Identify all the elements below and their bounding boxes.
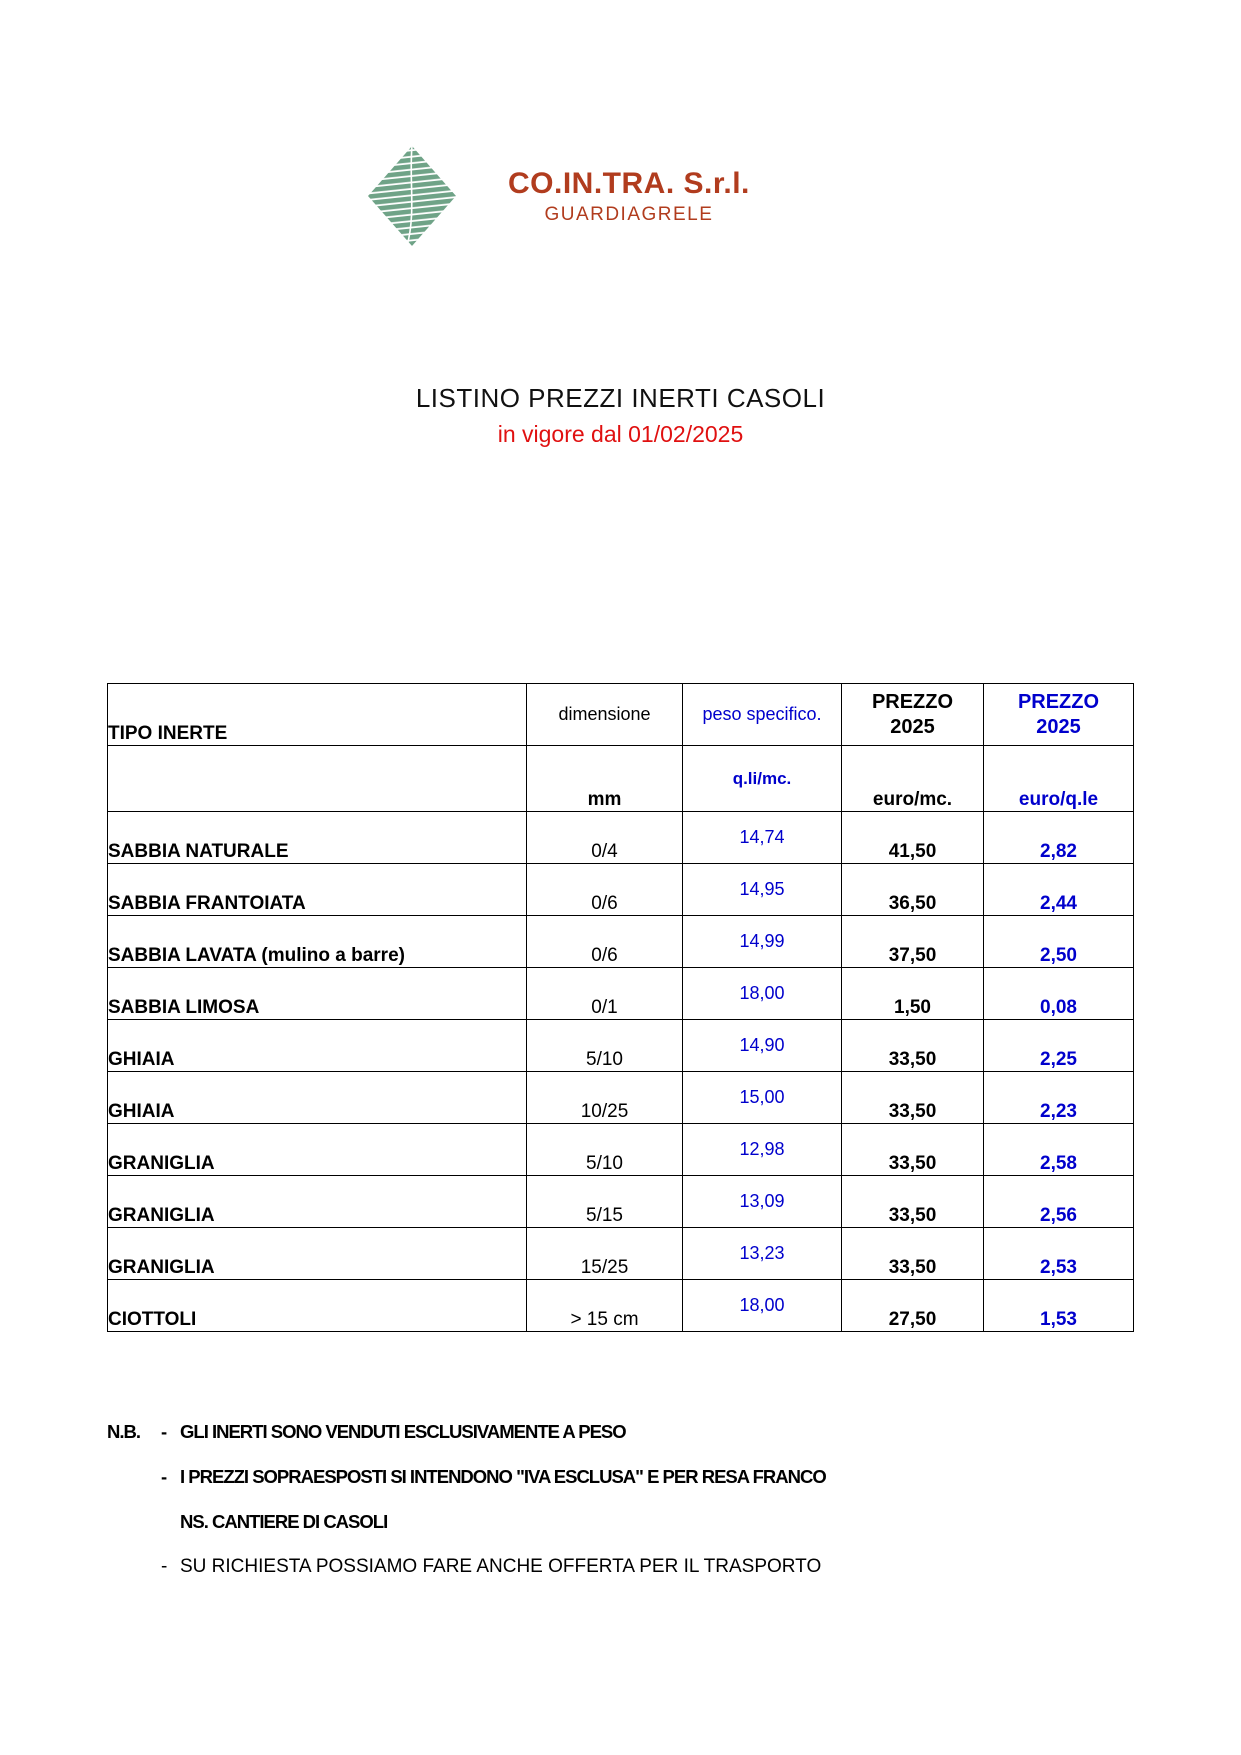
note-bullet: - <box>161 1556 168 1577</box>
cell-prezzo-euro-mc: 33,50 <box>842 1228 984 1280</box>
cell-tipo-inerte: SABBIA NATURALE <box>108 812 527 864</box>
cell-prezzo-euro-qle: 2,53 <box>984 1228 1134 1280</box>
cell-dimensione: 5/15 <box>527 1176 683 1228</box>
prezzo-mc-line2: 2025 <box>890 715 935 738</box>
note-line <box>107 1420 1007 1444</box>
note-text: I PREZZI SOPRAESPOSTI SI INTENDONO "IVA ESCLUSA" E PER RESA FRANCO <box>180 1466 826 1487</box>
cell-prezzo-euro-mc: 36,50 <box>842 864 984 916</box>
note-text: NS. CANTIERE DI CASOLI <box>180 1511 388 1532</box>
cell-tipo-inerte: SABBIA LIMOSA <box>108 968 527 1020</box>
unit-euro-mc: euro/mc. <box>842 746 984 812</box>
note-prefix <box>107 1555 161 1579</box>
cell-dimensione: 0/1 <box>527 968 683 1020</box>
note-text: SU RICHIESTA POSSIAMO FARE ANCHE OFFERTA PER IL TRASPORTO <box>180 1556 822 1577</box>
cell-prezzo-euro-mc: 33,50 <box>842 1176 984 1228</box>
cell-prezzo-euro-qle: 2,56 <box>984 1176 1134 1228</box>
note-line <box>107 1465 1007 1489</box>
cell-tipo-inerte: GRANIGLIA <box>108 1228 527 1280</box>
cell-prezzo-euro-mc: 27,50 <box>842 1280 984 1332</box>
note-prefix: N.B. <box>107 1421 140 1442</box>
cell-tipo-inerte: SABBIA LAVATA (mulino a barre) <box>108 916 527 968</box>
cell-prezzo-euro-mc: 33,50 <box>842 1072 984 1124</box>
table-row <box>108 968 1134 1020</box>
cell-tipo-inerte: GHIAIA <box>108 1020 527 1072</box>
cell-peso-specifico: 14,99 <box>683 916 842 968</box>
note-prefix <box>107 1465 161 1489</box>
table-header-row <box>108 684 1134 746</box>
cell-prezzo-euro-mc: 33,50 <box>842 1020 984 1072</box>
cell-prezzo-euro-qle: 2,82 <box>984 812 1134 864</box>
cell-prezzo-euro-qle: 0,08 <box>984 968 1134 1020</box>
cell-tipo-inerte: GRANIGLIA <box>108 1124 527 1176</box>
prezzo-qle-line2: 2025 <box>1036 715 1081 738</box>
prezzo-qle-line1: PREZZO <box>1017 690 1100 713</box>
title-block <box>0 383 1241 448</box>
cell-dimensione: 5/10 <box>527 1124 683 1176</box>
cell-dimensione: 10/25 <box>527 1072 683 1124</box>
company-name: CO.IN.TRA. S.r.l. <box>508 166 750 200</box>
column-header-tipo-inerte: TIPO INERTE <box>108 684 527 746</box>
cell-dimensione: 0/4 <box>527 812 683 864</box>
cell-dimensione: 0/6 <box>527 916 683 968</box>
unit-euro-qle: euro/q.le <box>984 746 1134 812</box>
table-row <box>108 1020 1134 1072</box>
price-table <box>107 683 1134 1332</box>
note-bullet: - <box>161 1421 167 1442</box>
table-row <box>108 864 1134 916</box>
cell-dimensione: 5/10 <box>527 1020 683 1072</box>
cell-tipo-inerte: SABBIA FRANTOIATA <box>108 864 527 916</box>
cell-peso-specifico: 18,00 <box>683 968 842 1020</box>
cell-dimensione: > 15 cm <box>527 1280 683 1332</box>
cell-tipo-inerte: GRANIGLIA <box>108 1176 527 1228</box>
cell-peso-specifico: 14,74 <box>683 812 842 864</box>
company-logo-icon <box>366 145 458 247</box>
note-line <box>107 1555 1007 1579</box>
cell-dimensione: 0/6 <box>527 864 683 916</box>
cell-prezzo-euro-qle: 2,44 <box>984 864 1134 916</box>
cell-tipo-inerte: GHIAIA <box>108 1072 527 1124</box>
table-row <box>108 1072 1134 1124</box>
cell-peso-specifico: 13,09 <box>683 1176 842 1228</box>
cell-prezzo-euro-qle: 2,58 <box>984 1124 1134 1176</box>
note-bullet: - <box>161 1466 167 1487</box>
column-header-dimensione: dimensione <box>527 684 683 746</box>
table-units-row <box>108 746 1134 812</box>
unit-qli-mc: q.li/mc. <box>683 746 842 812</box>
prezzo-mc-line1: PREZZO <box>871 690 954 713</box>
cell-prezzo-euro-qle: 2,23 <box>984 1072 1134 1124</box>
company-name-block <box>508 167 750 226</box>
cell-prezzo-euro-mc: 33,50 <box>842 1124 984 1176</box>
cell-tipo-inerte: CIOTTOLI <box>108 1280 527 1332</box>
cell-prezzo-euro-qle: 1,53 <box>984 1280 1134 1332</box>
cell-dimensione: 15/25 <box>527 1228 683 1280</box>
cell-prezzo-euro-mc: 41,50 <box>842 812 984 864</box>
table-row <box>108 916 1134 968</box>
cell-peso-specifico: 18,00 <box>683 1280 842 1332</box>
unit-mm: mm <box>527 746 683 812</box>
table-row <box>108 812 1134 864</box>
note-prefix <box>107 1510 161 1534</box>
cell-prezzo-euro-mc: 37,50 <box>842 916 984 968</box>
table-row <box>108 1176 1134 1228</box>
note-line <box>107 1510 1007 1534</box>
cell-peso-specifico: 13,23 <box>683 1228 842 1280</box>
column-header-peso-specifico: peso specifico. <box>683 684 842 746</box>
page-title: LISTINO PREZZI INERTI CASOLI <box>415 383 826 413</box>
units-empty-cell <box>108 746 527 812</box>
column-header-prezzo-mc <box>842 684 984 746</box>
validity-date: in vigore dal 01/02/2025 <box>497 421 744 447</box>
cell-prezzo-euro-qle: 2,25 <box>984 1020 1134 1072</box>
table-row <box>108 1124 1134 1176</box>
cell-peso-specifico: 15,00 <box>683 1072 842 1124</box>
note-bullet <box>161 1510 180 1534</box>
cell-peso-specifico: 14,95 <box>683 864 842 916</box>
company-location: GUARDIAGRELE <box>544 203 714 225</box>
cell-prezzo-euro-mc: 1,50 <box>842 968 984 1020</box>
table-row <box>108 1280 1134 1332</box>
cell-peso-specifico: 14,90 <box>683 1020 842 1072</box>
cell-peso-specifico: 12,98 <box>683 1124 842 1176</box>
cell-prezzo-euro-qle: 2,50 <box>984 916 1134 968</box>
column-header-prezzo-qle <box>984 684 1134 746</box>
company-header <box>366 145 750 247</box>
table-row <box>108 1228 1134 1280</box>
note-text: GLI INERTI SONO VENDUTI ESCLUSIVAMENTE A PESO <box>180 1421 626 1442</box>
notes-section <box>107 1420 1007 1600</box>
